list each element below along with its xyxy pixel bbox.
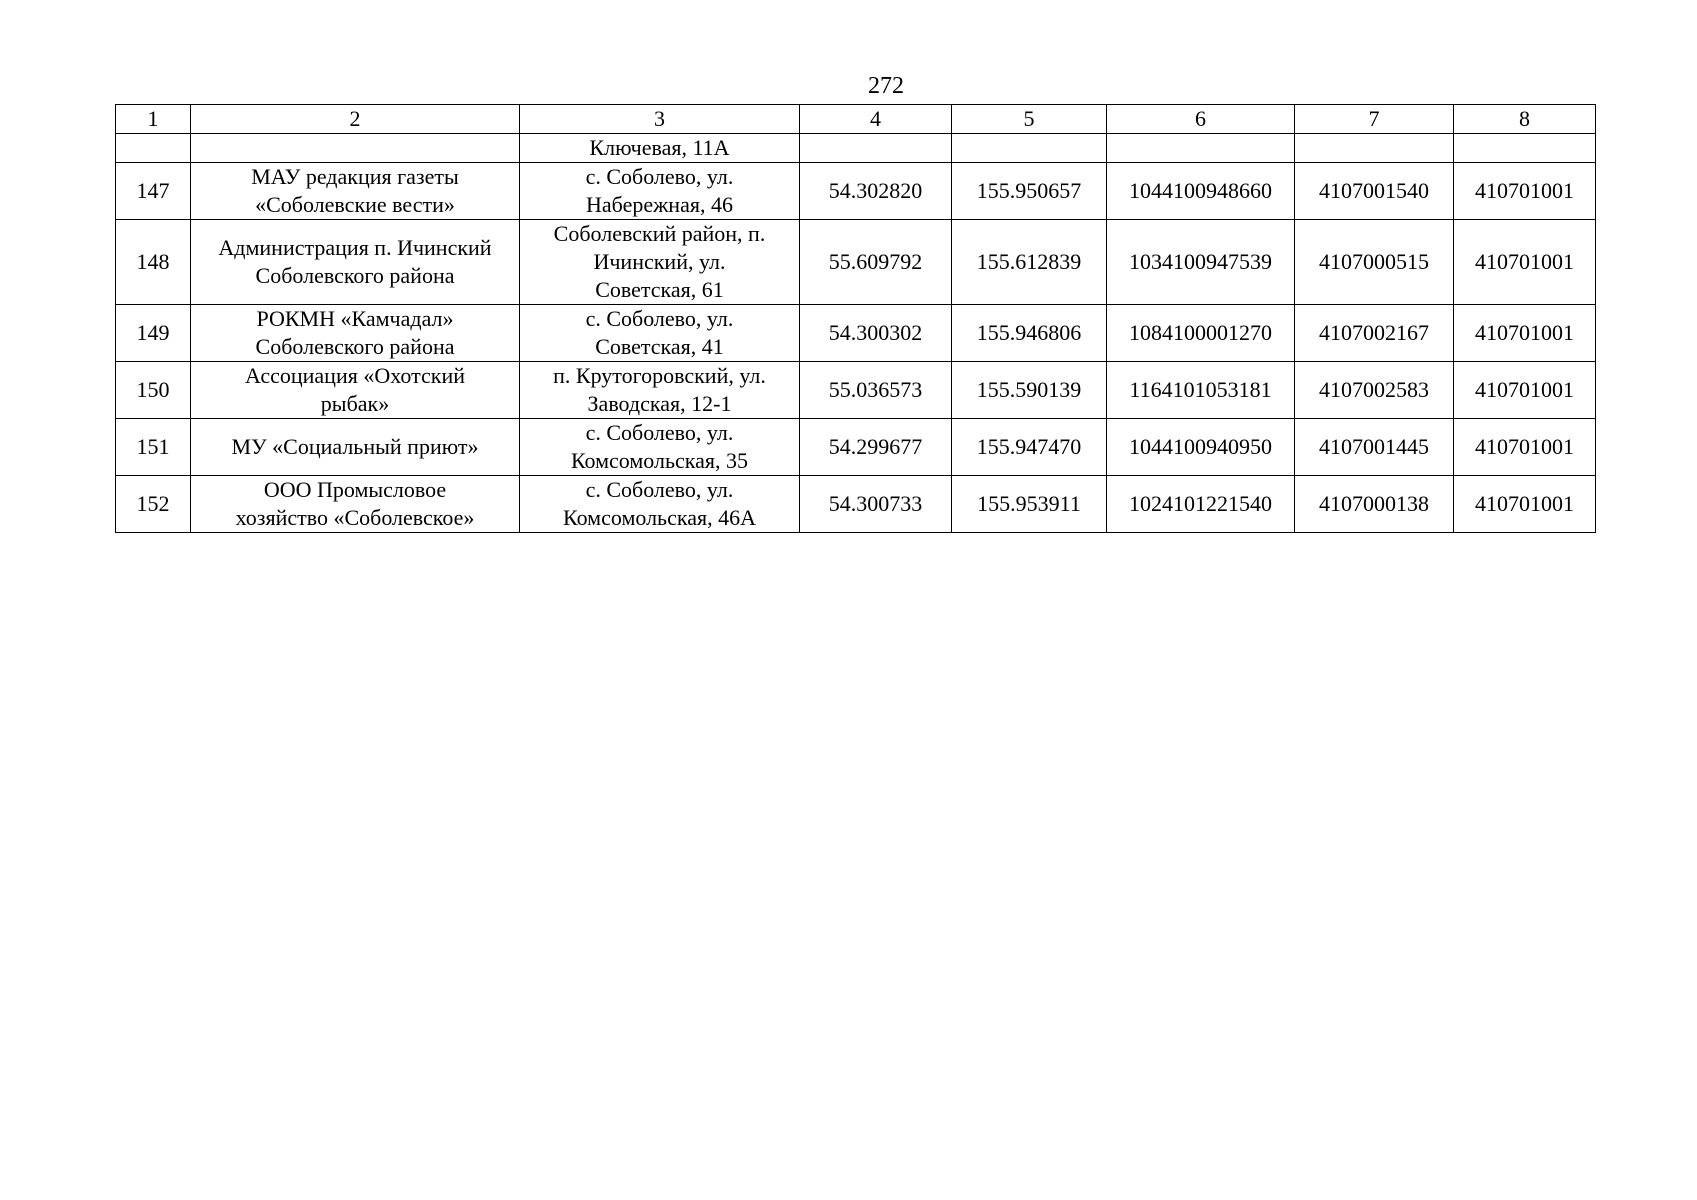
table-cell-col-5	[952, 134, 1107, 163]
table-cell-col-4	[800, 134, 952, 163]
column-header-4: 4	[800, 105, 952, 134]
cell-text: 151	[136, 434, 170, 459]
table-cell-col-5	[952, 476, 1107, 533]
cell-text: 410701001	[1475, 434, 1574, 459]
cell-text: 155.590139	[976, 377, 1082, 402]
cell-text: Ключевая, 11А	[589, 135, 730, 160]
cell-text: 1164101053181	[1129, 377, 1272, 402]
cell-text: Соболевский район, п. Ичинский, ул. Советская, 61	[553, 221, 766, 302]
cell-text: РОКМН «Камчадал» Соболевского района	[255, 306, 455, 359]
column-number-header-row	[116, 105, 1596, 134]
table-cell-col-7	[1295, 134, 1454, 163]
table-cell-col-7	[1295, 163, 1454, 220]
cell-text: 4107000138	[1319, 491, 1429, 516]
table-cell-col-6	[1107, 220, 1295, 305]
cell-text: ООО Промысловое хозяйство «Соболевское»	[235, 477, 475, 530]
cell-text: МАУ редакция газеты «Соболевские вести»	[251, 164, 459, 217]
cell-text: 410701001	[1475, 178, 1574, 203]
cell-text: с. Соболево, ул. Набережная, 46	[585, 164, 734, 217]
cell-text: 1044100948660	[1129, 178, 1272, 203]
table-cell-col-6	[1107, 362, 1295, 419]
cell-text: 54.300302	[828, 320, 923, 345]
table-cell-col-7	[1295, 220, 1454, 305]
table-cell-col-4	[800, 419, 952, 476]
cell-text: 147	[136, 178, 170, 203]
cell-text: с. Соболево, ул. Комсомольская, 46А	[563, 477, 756, 530]
table-cell-col-1	[116, 419, 191, 476]
cell-text: 55.609792	[828, 249, 923, 274]
table-cell-col-2	[191, 220, 520, 305]
cell-text: 54.300733	[828, 491, 923, 516]
table-cell-col-6	[1107, 163, 1295, 220]
table-cell-col-3	[520, 305, 800, 362]
table-cell-col-2	[191, 476, 520, 533]
page-number: 272	[868, 73, 904, 99]
table-cell-col-2	[191, 305, 520, 362]
table-cell-col-1	[116, 476, 191, 533]
cell-text: 410701001	[1475, 320, 1574, 345]
cell-text: с. Соболево, ул. Советская, 41	[585, 306, 734, 359]
table-cell-col-5	[952, 220, 1107, 305]
table-cell-col-6	[1107, 305, 1295, 362]
table-cell-col-7	[1295, 305, 1454, 362]
column-header-8: 8	[1454, 105, 1596, 134]
table-cell-col-3	[520, 220, 800, 305]
cell-text: 4107002583	[1319, 377, 1429, 402]
table-cell-col-4	[800, 476, 952, 533]
cell-text: 155.947470	[976, 434, 1082, 459]
table-row	[116, 305, 1596, 362]
table-cell-col-5	[952, 163, 1107, 220]
cell-text: 155.946806	[976, 320, 1082, 345]
table-row	[116, 163, 1596, 220]
table-cell-col-3	[520, 163, 800, 220]
table-cell-col-8	[1454, 134, 1596, 163]
table-cell-col-2	[191, 163, 520, 220]
cell-text: 1024101221540	[1129, 491, 1272, 516]
table-cell-col-8	[1454, 163, 1596, 220]
column-header-3: 3	[520, 105, 800, 134]
cell-text: 155.953911	[977, 491, 1081, 516]
table-row	[116, 476, 1596, 533]
table-cell-col-1	[116, 220, 191, 305]
cell-text: 1044100940950	[1129, 434, 1272, 459]
table-cell-col-2	[191, 362, 520, 419]
table-cell-col-3	[520, 476, 800, 533]
table-cell-col-4	[800, 362, 952, 419]
cell-text: с. Соболево, ул. Комсомольская, 35	[570, 420, 749, 473]
table-cell-col-1	[116, 163, 191, 220]
cell-text: 410701001	[1475, 491, 1574, 516]
table-cell-col-3	[520, 134, 800, 163]
table-cell-col-2	[191, 134, 520, 163]
column-header-2: 2	[191, 105, 520, 134]
table-cell-col-4	[800, 305, 952, 362]
table-cell-col-6	[1107, 476, 1295, 533]
cell-text: Ассоциация «Охотский рыбак»	[245, 363, 465, 416]
table-cell-col-1	[116, 134, 191, 163]
column-header-6: 6	[1107, 105, 1295, 134]
table-cell-col-1	[116, 362, 191, 419]
table-cell-col-4	[800, 220, 952, 305]
cell-text: Администрация п. Ичинский Соболевского района	[218, 235, 492, 288]
table-row	[116, 220, 1596, 305]
cell-text: 410701001	[1475, 377, 1574, 402]
cell-text: п. Крутогоровский, ул. Заводская, 12-1	[553, 363, 766, 416]
cell-text: 4107000515	[1319, 249, 1429, 274]
cell-text: 152	[136, 491, 170, 516]
cell-text: 149	[136, 320, 170, 345]
table-row	[116, 419, 1596, 476]
table-cell-col-8	[1454, 419, 1596, 476]
cell-text: 1084100001270	[1129, 320, 1272, 345]
cell-text: МУ «Социальный приют»	[231, 434, 479, 459]
cell-text: 148	[136, 249, 170, 274]
table-row	[116, 134, 1596, 163]
table-body	[116, 134, 1596, 533]
cell-text: 155.950657	[976, 178, 1082, 203]
cell-text: 155.612839	[976, 249, 1082, 274]
organizations-table	[115, 104, 1596, 533]
cell-text: 4107001445	[1319, 434, 1429, 459]
table-cell-col-8	[1454, 476, 1596, 533]
table-cell-col-5	[952, 419, 1107, 476]
table-cell-col-7	[1295, 362, 1454, 419]
table-cell-col-8	[1454, 220, 1596, 305]
cell-text: 4107001540	[1319, 178, 1429, 203]
cell-text: 150	[136, 377, 170, 402]
column-header-1: 1	[116, 105, 191, 134]
cell-text: 1034100947539	[1129, 249, 1272, 274]
cell-text: 410701001	[1475, 249, 1574, 274]
table-cell-col-5	[952, 362, 1107, 419]
table-cell-col-3	[520, 362, 800, 419]
column-header-7: 7	[1295, 105, 1454, 134]
cell-text: 4107002167	[1319, 320, 1429, 345]
cell-text: 54.299677	[828, 434, 923, 459]
table-cell-col-1	[116, 305, 191, 362]
table-row	[116, 362, 1596, 419]
table-cell-col-7	[1295, 476, 1454, 533]
cell-text: 54.302820	[828, 178, 923, 203]
table-cell-col-8	[1454, 362, 1596, 419]
table-cell-col-6	[1107, 419, 1295, 476]
table-cell-col-5	[952, 305, 1107, 362]
table-cell-col-3	[520, 419, 800, 476]
table-cell-col-6	[1107, 134, 1295, 163]
column-header-5: 5	[952, 105, 1107, 134]
table-cell-col-7	[1295, 419, 1454, 476]
table-cell-col-2	[191, 419, 520, 476]
cell-text: 55.036573	[828, 377, 923, 402]
table-cell-col-8	[1454, 305, 1596, 362]
table-cell-col-4	[800, 163, 952, 220]
